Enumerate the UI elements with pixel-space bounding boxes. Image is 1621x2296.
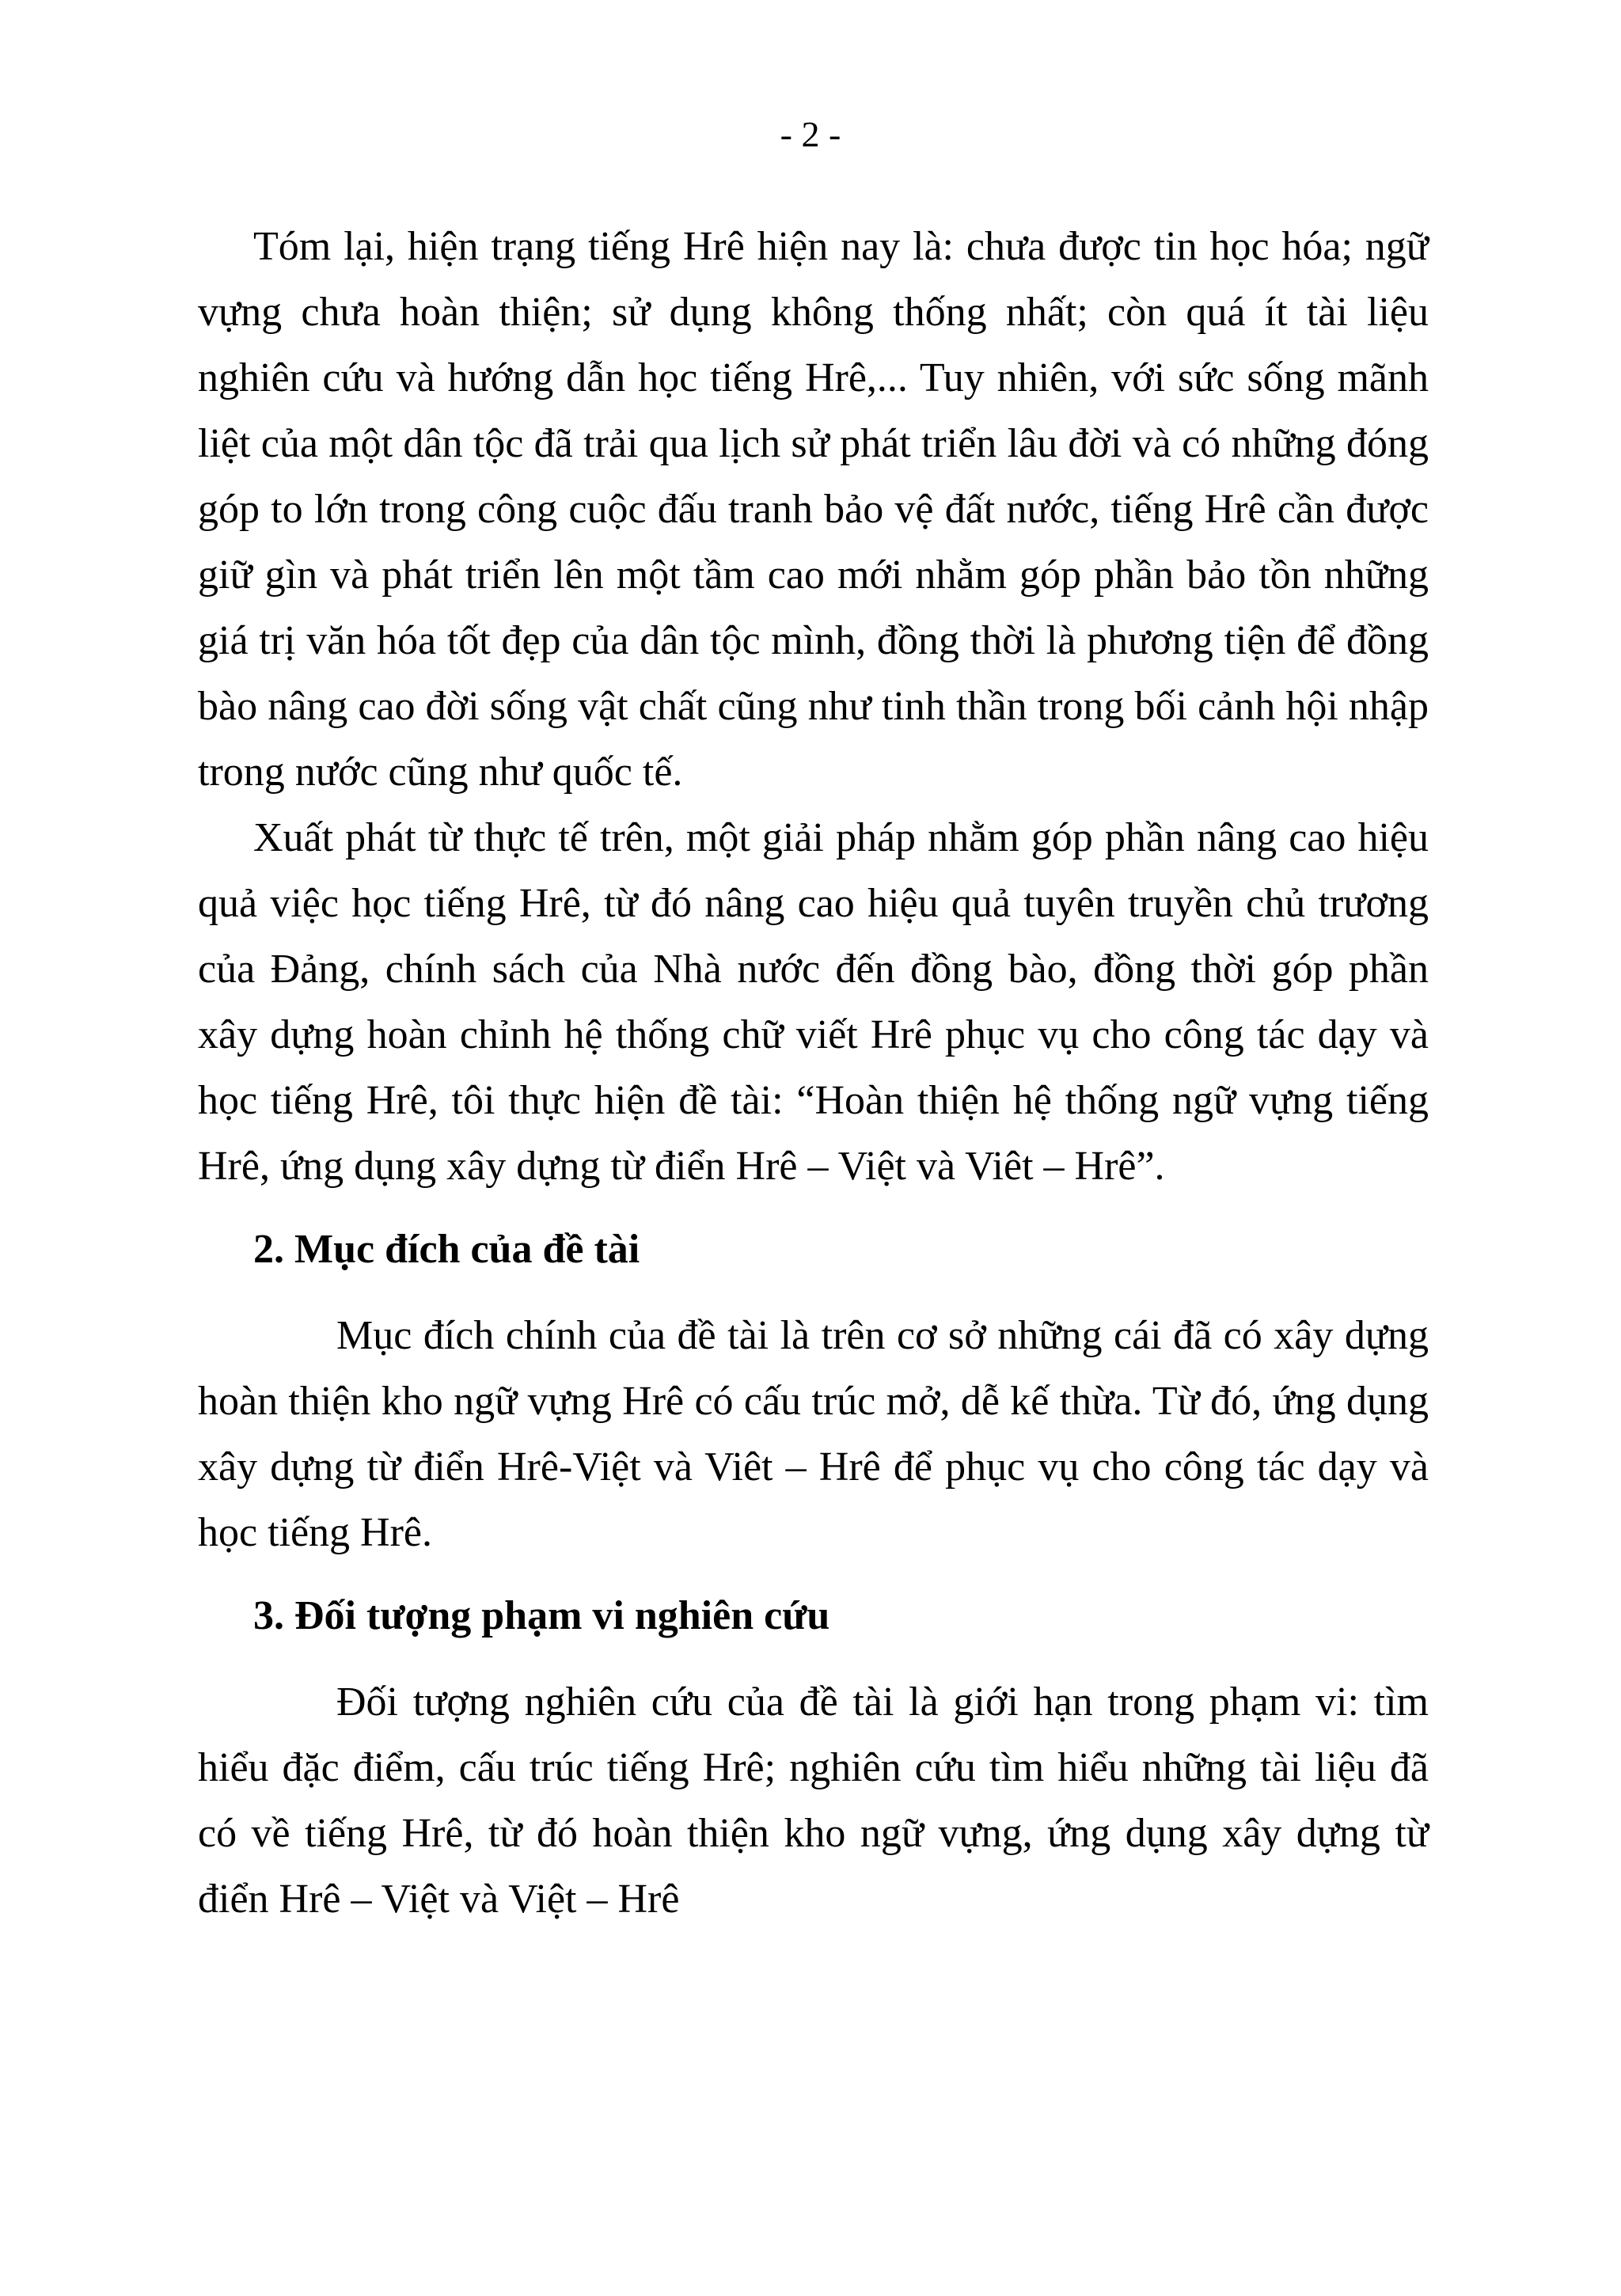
- page-number: - 2 -: [780, 114, 841, 154]
- document-body: [198, 214, 1429, 1932]
- paragraph-scope: Đối tượng nghiên cứu của đề tài là giới hạn trong phạm vi: tìm hiểu đặc điểm, cấu trúc tiếng Hrê; nghiên cứu tìm hiểu những tài liệu đã có về tiếng Hrê, từ đó hoàn thiện kho ngữ vựng, ứng dụng xây dựng từ điển Hrê – Việt và Việt – Hrê: [198, 1679, 1429, 1922]
- section-heading-scope: 3. Đối tượng phạm vi nghiên cứu: [253, 1593, 830, 1638]
- paragraph-summary: Tóm lại, hiện trạng tiếng Hrê hiện nay là: chưa được tin học hóa; ngữ vựng chưa hoàn thiện; sử dụng không thống nhất; còn quá ít tài liệu nghiên cứu và hướng dẫn học tiếng Hrê,... Tuy nhiên, với sức sống mãnh liệt của một dân tộc đã trải qua lịch sử phát triển lâu đời và có những đóng góp to lớn trong công cuộc đấu tranh bảo vệ đất nước, tiếng Hrê cần được giữ gìn và phát triển lên một tầm cao mới nhằm góp phần bảo tồn những giá trị văn hóa tốt đẹp của dân tộc mình, đồng thời là phương tiện để đồng bào nâng cao đời sống vật chất cũng như tinh thần trong bối cảnh hội nhập trong nước cũng như quốc tế.: [198, 224, 1429, 795]
- paragraph-purpose: Mục đích chính của đề tài là trên cơ sở những cái đã có xây dựng hoàn thiện kho ngữ vựng Hrê có cấu trúc mở, dễ kế thừa. Từ đó, ứng dụng xây dựng từ điển Hrê-Việt và Viêt – Hrê để phục vụ cho công tác dạy và học tiếng Hrê.: [198, 1313, 1429, 1555]
- section-heading-purpose: 2. Mục đích của đề tài: [253, 1227, 640, 1272]
- paragraph-rationale: Xuất phát từ thực tế trên, một giải pháp nhằm góp phần nâng cao hiệu quả việc học tiếng Hrê, từ đó nâng cao hiệu quả tuyên truyền chủ trương của Đảng, chính sách của Nhà nước đến đồng bào, đồng thời góp phần xây dựng hoàn chỉnh hệ thống chữ viết Hrê phục vụ cho công tác dạy và học tiếng Hrê, tôi thực hiện đề tài: “Hoàn thiện hệ thống ngữ vựng tiếng Hrê, ứng dụng xây dựng từ điển Hrê – Việt và Viêt – Hrê”.: [198, 815, 1429, 1189]
